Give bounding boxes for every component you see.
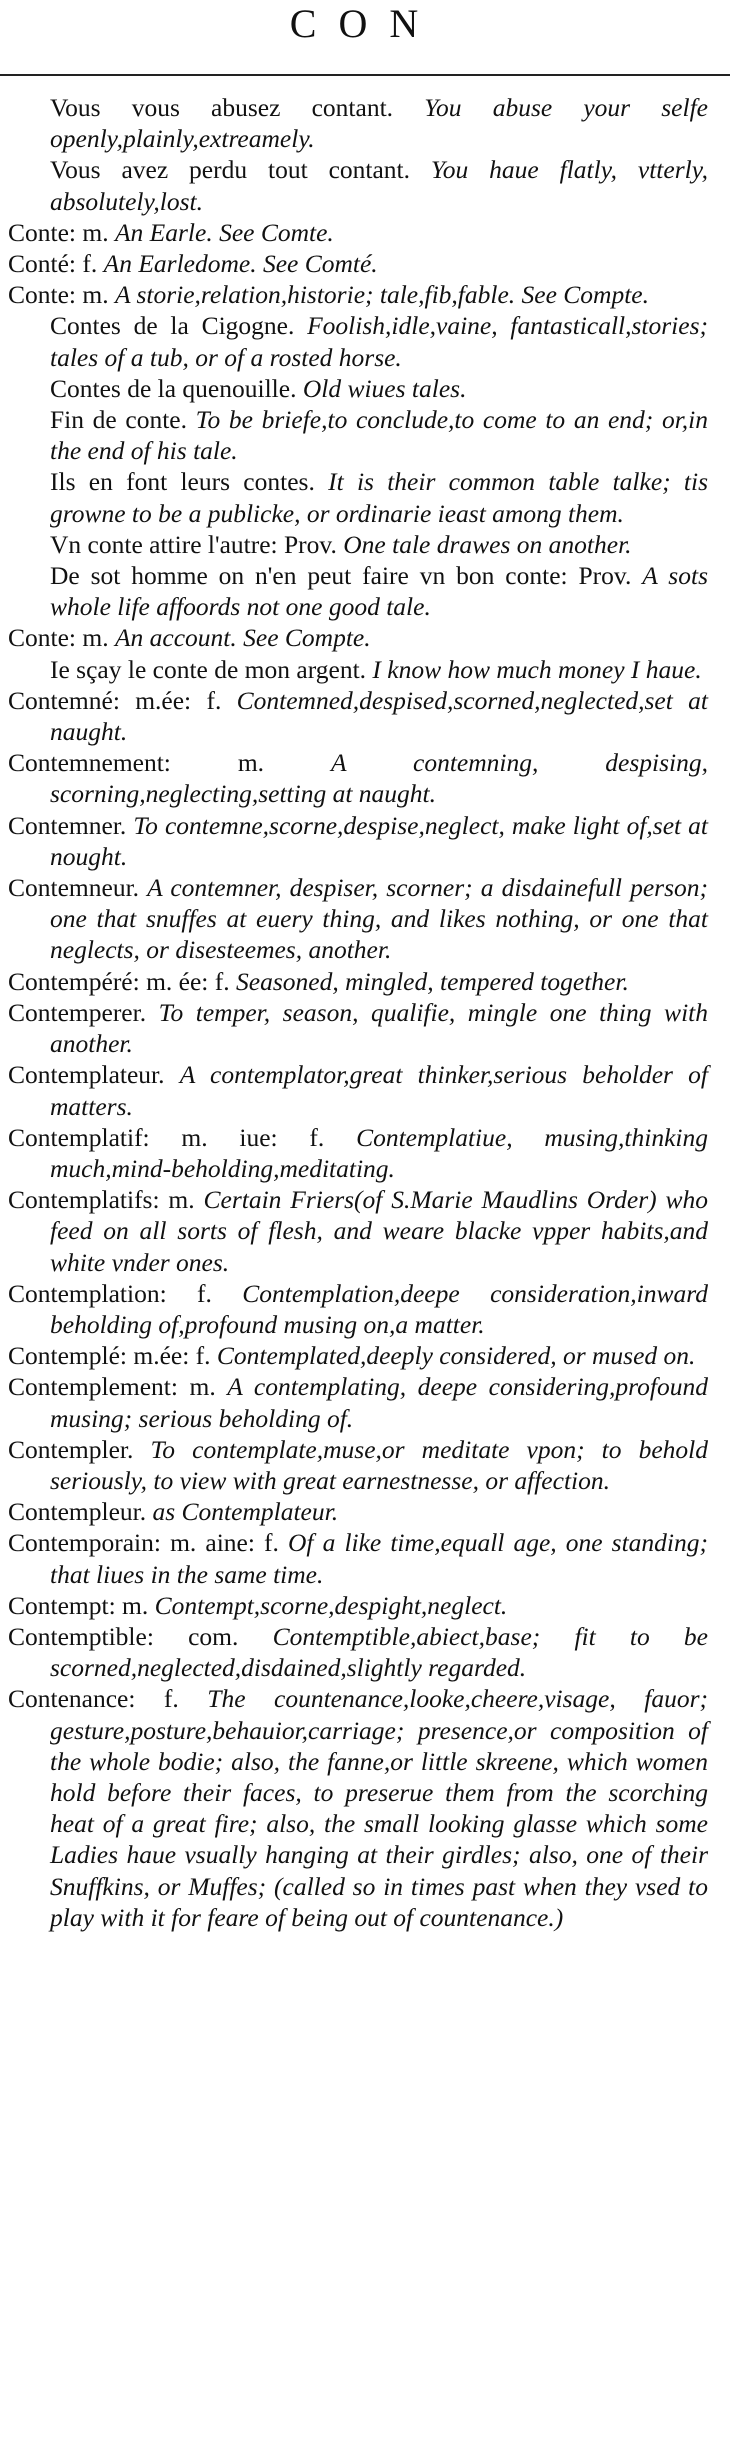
dictionary-subentry xyxy=(8,466,708,528)
dictionary-entry xyxy=(8,279,708,310)
dictionary-entry xyxy=(8,1184,708,1278)
dictionary-entry xyxy=(8,1059,708,1121)
entry-definition: One tale drawes on another. xyxy=(343,529,632,559)
dictionary-subentry xyxy=(8,310,708,372)
entry-headword: Contemné: m.ée: f. xyxy=(8,685,237,715)
entry-headword: Contemplement: m. xyxy=(8,1372,228,1402)
entry-headword: Contempt: m. xyxy=(8,1590,155,1620)
entry-definition: Contemptible,abiect,base; fit to be scorned,neglected,disdained,slightly regarded. xyxy=(50,1621,708,1683)
entry-headword: Contempéré: m. ée: f. xyxy=(8,966,237,996)
entry-headword: Contemnement: m. xyxy=(8,748,331,778)
entry-definition: Contemplated,deeply considered, or mused on. xyxy=(216,1341,696,1371)
entry-headword: Contempleur. xyxy=(8,1497,153,1527)
entry-definition: Seasoned, mingled, tempered together. xyxy=(236,966,629,996)
entry-definition: as Contemplateur. xyxy=(152,1497,339,1527)
entry-headword: Contenance: f. xyxy=(8,1684,208,1714)
entry-definition: Contemplatiue, musing,thinking much,mind-beholding,meditating. xyxy=(50,1122,708,1183)
dictionary-entry xyxy=(8,1278,708,1340)
entry-headword: Fin de conte. xyxy=(50,405,196,435)
entry-definition: The countenance,looke,cheere,visage, fauor; gesture,posture,behauior,carriage; presence,or composition of the whole bodie; also, the fanne,or little skreene, which women hold before their faces, to preserue them from the scorching heat of a great fire; also, the small looking glasse which some Ladies haue vsually hanging at their girdles; also, one of their Snuffkins, or Muffes; (called so in times past when they vsed to play with it for feare of being out of countenance.) xyxy=(50,1684,708,1932)
dictionary-entry xyxy=(8,217,708,248)
entry-definition: It is their common table talke; tis growne to be a publicke, or ordinarie ieast among them. xyxy=(50,467,708,528)
entry-definition: Contemplation,deepe consideration,inward beholding of,profound musing on,a matter. xyxy=(50,1278,708,1339)
entry-headword: Contemplation: f. xyxy=(8,1278,243,1308)
dictionary-entry xyxy=(8,1340,708,1371)
entry-definition: You haue flatly, vtterly, absolutely,lost. xyxy=(50,155,709,216)
entry-definition: Old wiues tales. xyxy=(302,373,467,403)
running-head: CON xyxy=(289,1,441,46)
entry-headword: Conté: f. xyxy=(8,249,104,279)
entry-headword: Contemner. xyxy=(8,810,134,840)
entry-definition: To contemne,scorne,despise,neglect, make light of,set at nought. xyxy=(50,810,708,871)
dictionary-entry xyxy=(8,872,708,966)
dictionary-entry xyxy=(8,1527,708,1589)
dictionary-entry xyxy=(8,622,708,653)
entry-headword: Contemplatif: m. iue: f. xyxy=(8,1122,357,1152)
entry-headword: Contemplateur. xyxy=(8,1060,180,1090)
dictionary-entry xyxy=(8,1590,708,1621)
dictionary-entry xyxy=(8,1496,708,1527)
entry-headword: Vn conte attire l'autre: Prov. xyxy=(50,529,344,559)
entry-definition: Contemned,despised,scorned,neglected,set at naught. xyxy=(50,685,708,747)
dictionary-entry xyxy=(8,1371,708,1433)
dictionary-subentry xyxy=(8,654,708,685)
entry-definition: An Earle. See Comte. xyxy=(114,217,334,247)
entry-headword: Ils en font leurs contes. xyxy=(50,467,329,497)
dictionary-entries xyxy=(8,92,708,1933)
entry-definition: To be briefe,to conclude,to come to an end; or,in the end of his tale. xyxy=(50,405,708,466)
entry-definition: Of a like time,equall age, one standing; that liues in the same time. xyxy=(50,1528,708,1589)
entry-headword: Ie sçay le conte de mon argent. xyxy=(50,654,373,684)
dictionary-entry xyxy=(8,747,708,809)
entry-headword: Contempler. xyxy=(8,1434,151,1464)
entry-headword: Contemporain: m. aine: f. xyxy=(8,1528,288,1558)
entry-headword: Vous vous abusez contant. xyxy=(50,93,425,122)
entry-definition: To temper, season, qualifie, mingle one thing with another. xyxy=(50,997,708,1059)
dictionary-subentry xyxy=(8,404,708,466)
entry-definition: Contempt,scorne,despight,neglect. xyxy=(154,1590,508,1620)
entry-headword: Conte: m. xyxy=(8,623,115,653)
entry-definition: To contemplate,muse,or meditate vpon; to behold seriously, to view with great earnestnesse, or affection. xyxy=(50,1434,709,1495)
entry-headword: Contemplatifs: m. xyxy=(8,1185,204,1215)
entry-headword: Conte: m. xyxy=(8,217,115,247)
entry-definition: You abuse your selfe openly,plainly,extreamely. xyxy=(50,93,708,154)
dictionary-entry xyxy=(8,966,708,997)
dictionary-subentry xyxy=(8,154,708,216)
dictionary-entry xyxy=(8,810,708,872)
entry-definition: Certain Friers(of S.Marie Maudlins Order) who feed on all sorts of flesh, and weare blacke vpper habits,and white vnder ones. xyxy=(50,1185,708,1277)
entry-headword: Contes de la quenouille. xyxy=(50,373,303,403)
entry-headword: Contes de la Cigogne. xyxy=(50,311,308,341)
dictionary-subentry xyxy=(8,92,708,154)
dictionary-entry xyxy=(8,685,708,747)
dictionary-entry xyxy=(8,1621,708,1683)
entry-definition: A sots whole life affoords not one good tale. xyxy=(50,561,708,622)
entry-definition: An account. See Compte. xyxy=(114,623,371,653)
entry-headword: Contemperer. xyxy=(8,997,159,1027)
entry-headword: Vous avez perdu tout contant. xyxy=(50,155,431,185)
dictionary-subentry xyxy=(8,529,708,560)
entry-definition: A storie,relation,historie; tale,fib,fable. See Compte. xyxy=(114,280,649,310)
dictionary-subentry xyxy=(8,373,708,404)
dictionary-entry xyxy=(8,997,708,1059)
dictionary-subentry xyxy=(8,560,708,622)
dictionary-entry xyxy=(8,1683,708,1933)
entry-headword: Conte: m. xyxy=(8,280,115,310)
entry-headword: De sot homme on n'en peut faire vn bon conte: Prov. xyxy=(50,561,643,591)
dictionary-entry xyxy=(8,1122,708,1184)
header-rule xyxy=(0,74,730,76)
entry-headword: Contemneur. xyxy=(8,873,148,903)
entry-definition: A contemplating, deepe considering,profound musing; serious beholding of. xyxy=(50,1372,708,1433)
entry-definition: A contemner, despiser, scorner; a disdainefull person; one that snuffes at euery thing, and likes nothing, or one that neglects, or disesteemes, another. xyxy=(50,873,708,965)
entry-definition: A contemning, despising, scorning,neglecting,setting at naught. xyxy=(50,748,708,809)
entry-headword: Contemplé: m.ée: f. xyxy=(8,1341,217,1371)
entry-definition: I know how much money I haue. xyxy=(372,654,702,684)
dictionary-entry xyxy=(8,248,708,279)
entry-definition: A contemplator,great thinker,serious beholder of matters. xyxy=(50,1060,708,1121)
entry-definition: An Earledome. See Comté. xyxy=(103,249,378,279)
entry-definition: Foolish,idle,vaine, fantasticall,stories; tales of a tub, or of a rosted horse. xyxy=(50,311,708,372)
entry-headword: Contemptible: com. xyxy=(8,1621,273,1651)
dictionary-entry xyxy=(8,1434,708,1496)
